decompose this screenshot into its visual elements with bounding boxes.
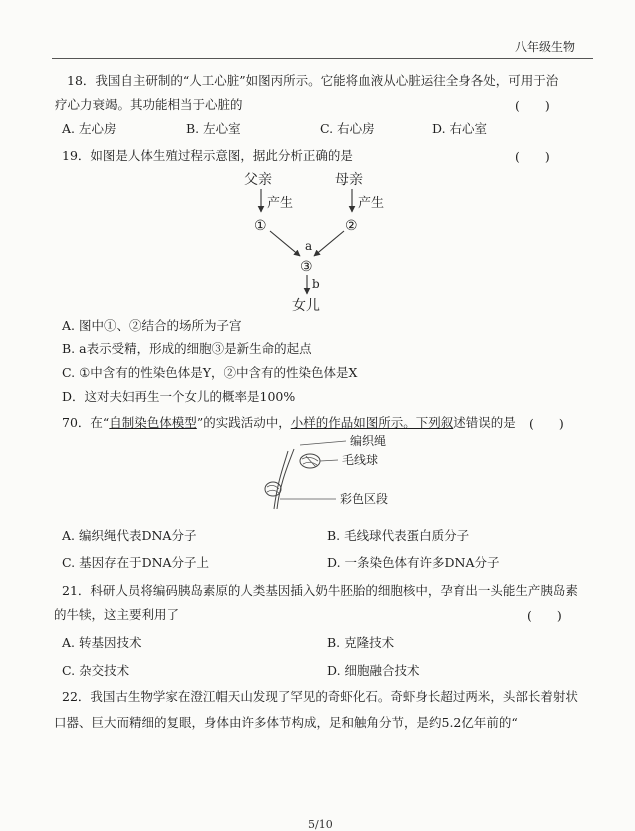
- q19-option-a: A. 图中①、②结合的场所为子宫: [62, 318, 242, 333]
- q19-option-d: D．这对夫妇再生一个女儿的概率是100%: [62, 389, 296, 404]
- zygote-number: ③: [300, 259, 313, 275]
- fertilization-label: a: [305, 239, 313, 253]
- q19-option-c: C. ①中含有的性染色体是Y，②中含有的性染色体是X: [62, 365, 358, 380]
- q18-option-c: C. 右心房: [320, 121, 375, 136]
- q20-stem-part5: 述错误的是: [453, 415, 516, 430]
- mother-produce-label: 产生: [358, 196, 385, 211]
- q20-stem-part1: 在“: [90, 415, 110, 430]
- q18-stem-line2: 疗心力衰竭。其功能相当于心脏的: [55, 97, 243, 112]
- egg-number: ②: [345, 218, 358, 234]
- q21-option-c: C. 杂交技术: [62, 663, 130, 678]
- q20-option-b: B. 毛线球代表蛋白质分子: [327, 528, 470, 543]
- rope-leader-line: [300, 441, 346, 445]
- q21-option-b: B. 克隆技术: [327, 635, 395, 650]
- q21-stem-line1: 21．科研人员将编码胰岛素原的人类基因插入奶牛胚胎的细胞核中，孕育出一头能生产胰岛素: [62, 583, 578, 598]
- daughter-label: 女儿: [292, 298, 320, 314]
- chromosome-model-diagram: [258, 433, 428, 513]
- q20-option-a: A. 编织绳代表DNA分子: [62, 528, 197, 543]
- reproduction-diagram: [232, 168, 402, 314]
- subject-header: 八年级生物: [515, 40, 576, 54]
- father-produce-label: 产生: [267, 196, 294, 211]
- q20-answer-paren: ( ): [529, 416, 564, 431]
- q20-option-d: D. 一条染色体有许多DNA分子: [327, 555, 500, 570]
- q21-option-d: D. 细胞融合技术: [327, 663, 420, 678]
- q20-stem: [62, 414, 516, 432]
- q19-answer-paren: ( ): [515, 149, 550, 164]
- father-label: 父亲: [244, 172, 272, 188]
- q19-stem: 19．如图是人体生殖过程示意图，据此分析正确的是: [62, 148, 353, 163]
- q20-number: 70．: [62, 415, 91, 430]
- sperm-to-zygote-arrow: [270, 231, 300, 256]
- q22-stem-line2: 口器、巨大而精细的复眼，身体由许多体节构成，足和触角分节，是约5.2亿年前的“: [54, 715, 518, 730]
- rope-label: 编织绳: [350, 434, 387, 448]
- segment-label: 彩色区段: [340, 492, 389, 506]
- q18-option-d: D. 右心室: [432, 121, 488, 136]
- header-rule: [52, 58, 593, 59]
- q20-stem-part3: ”的实践活动中，: [196, 415, 291, 430]
- egg-to-zygote-arrow: [314, 231, 344, 256]
- page-number: 5/10: [308, 818, 333, 831]
- yarn-ball-top-texture: [302, 456, 318, 467]
- q21-option-a: A. 转基因技术: [62, 635, 142, 650]
- yarn-leader-line: [320, 460, 338, 461]
- q18-answer-paren: ( ): [515, 98, 550, 113]
- q19-option-b: B. a表示受精，形成的细胞③是新生命的起点: [62, 341, 312, 356]
- q21-answer-paren: ( ): [527, 608, 562, 623]
- q18-option-a: A. 左心房: [62, 121, 117, 136]
- sperm-number: ①: [254, 218, 267, 234]
- q21-stem-line2: 的牛犊，这主要利用了: [54, 607, 180, 622]
- q22-stem-line1: 22．我国古生物学家在澄江帽天山发现了罕见的奇虾化石。奇虾身长超过两米，头部长着射状: [62, 689, 578, 704]
- development-label: b: [312, 277, 320, 291]
- yarn-label: 毛线球: [342, 453, 379, 467]
- braided-rope: [274, 451, 288, 509]
- q20-stem-part2: 自制染色体模型: [109, 415, 197, 430]
- q18-stem-line1: 18．我国自主研制的“人工心脏”如图丙所示。它能将血液从心脏运往全身各处，可用于治: [67, 73, 559, 88]
- q20-stem-part4: 小样的作品如图所示。下列叙: [290, 415, 454, 430]
- q18-option-b: B. 左心室: [186, 121, 241, 136]
- q20-option-c: C. 基因存在于DNA分子上: [62, 555, 210, 570]
- mother-label: 母亲: [335, 172, 363, 188]
